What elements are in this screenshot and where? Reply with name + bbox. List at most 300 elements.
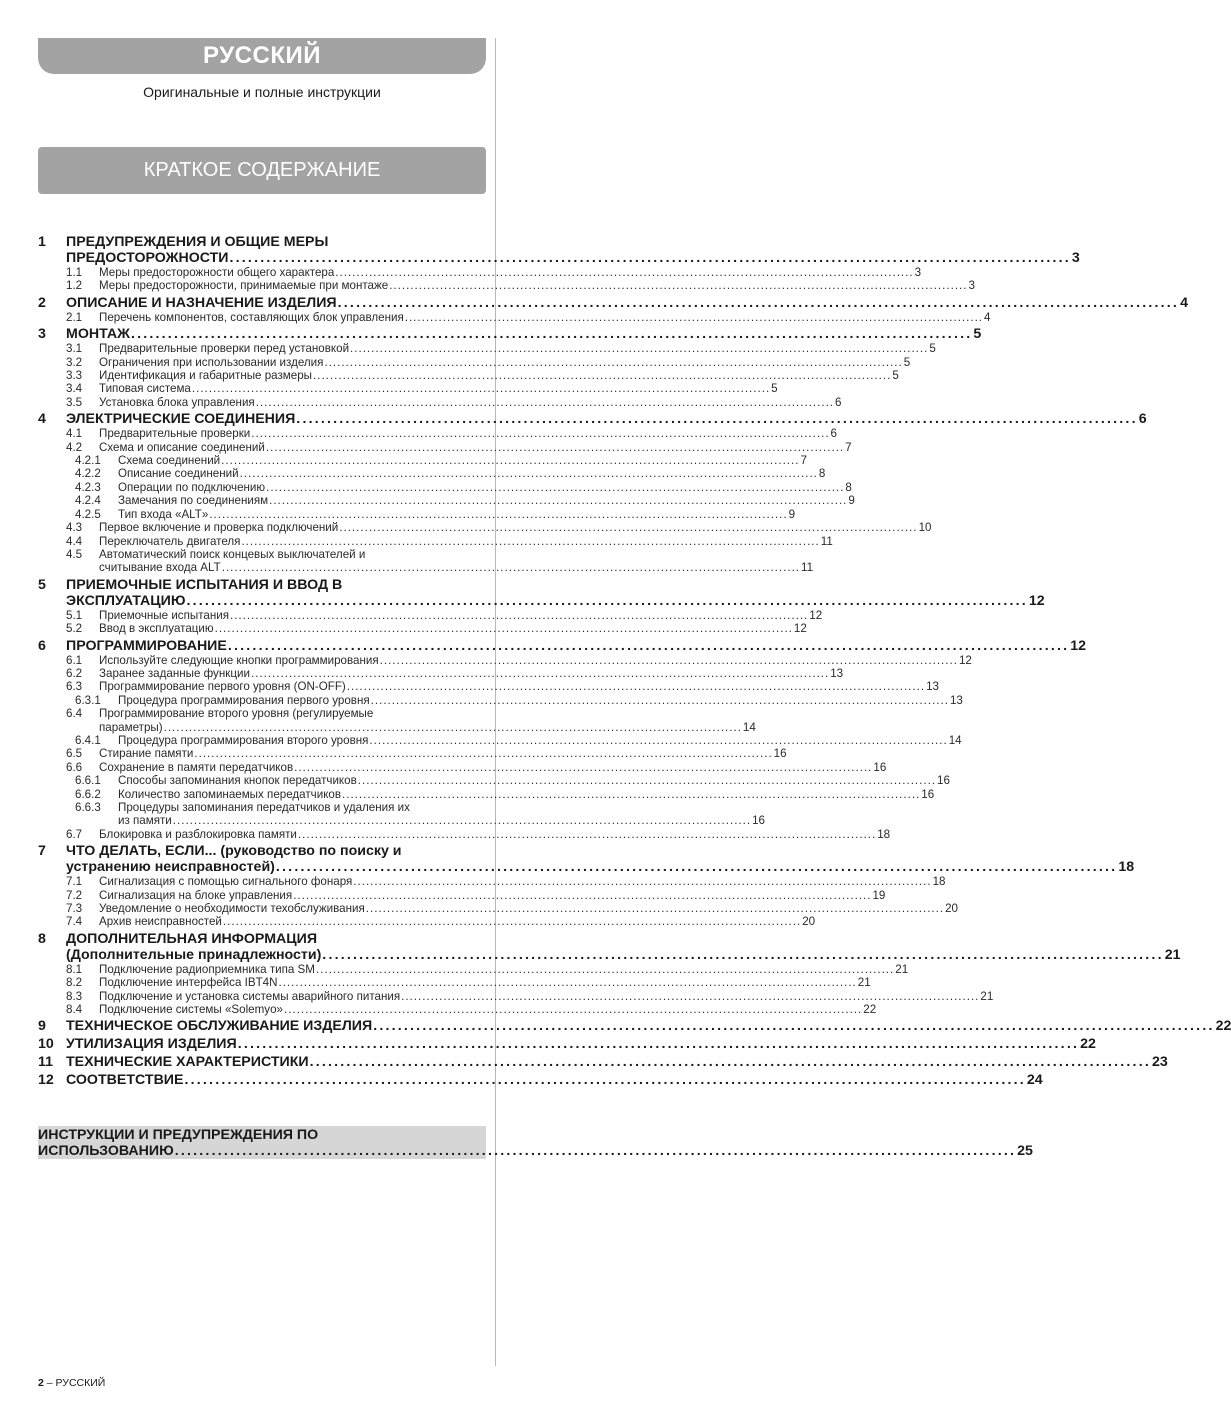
toc-page-number: 18 xyxy=(932,875,946,889)
toc-entry-line xyxy=(66,1018,1231,1035)
toc-entry-number: 4.2.4 xyxy=(75,494,101,508)
toc-page-number: 6 xyxy=(835,395,842,409)
toc-page-number: 8 xyxy=(845,480,852,494)
toc-section-entry[interactable] xyxy=(38,534,833,548)
toc-dot-leader: ......................................................................................................................................... xyxy=(339,521,918,535)
toc-section-entry[interactable] xyxy=(38,787,935,801)
toc-dot-leader: ......................................................................................................................................... xyxy=(229,250,1071,266)
toc-page-number: 19 xyxy=(872,888,886,902)
toc-entry-number: 7 xyxy=(38,843,46,860)
toc-entry-line xyxy=(99,521,932,535)
toc-page-number: 9 xyxy=(848,494,855,508)
toc-dot-leader: ......................................................................................................................................... xyxy=(239,467,818,481)
toc-entry-line xyxy=(99,760,887,774)
toc-entry-number: 7.4 xyxy=(66,915,83,929)
toc-chapter-entry[interactable] xyxy=(38,1036,1096,1053)
toc-chapter xyxy=(38,234,1080,293)
toc-entry-title: Схема соединений xyxy=(118,454,221,468)
toc-section-entry[interactable] xyxy=(38,440,852,454)
toc-entry-number: 4.2.3 xyxy=(75,480,101,494)
toc-section-entry[interactable] xyxy=(38,760,887,774)
toc-entry-number: 8.4 xyxy=(66,1003,83,1017)
toc-section-entry[interactable] xyxy=(38,369,899,383)
toc-page-number: 14 xyxy=(742,720,756,734)
toc-dot-leader: ......................................................................................................................................... xyxy=(221,454,800,468)
toc-page-number: 13 xyxy=(926,680,939,694)
toc-page-number: 21 xyxy=(980,989,994,1003)
toc-page-number: 21 xyxy=(895,962,909,976)
toc-page-number: 11 xyxy=(820,534,833,548)
toc-page-number: 5 xyxy=(973,326,982,343)
toc-entry-title: параметры) xyxy=(99,720,163,734)
toc-entry-title: Уведомление о необходимости техобслуживания xyxy=(99,902,365,916)
toc-page-number: 12 xyxy=(1028,592,1045,609)
toc-dot-leader: ......................................................................................................................................... xyxy=(313,369,892,383)
toc-page-number: 20 xyxy=(945,902,958,916)
toc-chapter-entry[interactable] xyxy=(38,234,1080,266)
toc-entry-number: 8 xyxy=(38,930,46,947)
toc-entry-number: 3.3 xyxy=(66,369,83,383)
toc-entry-line xyxy=(118,693,963,707)
toc-page-number: 22 xyxy=(1215,1018,1231,1035)
toc-entry-number: 7.2 xyxy=(66,888,83,902)
toc-dot-leader: ......................................................................................................................................... xyxy=(369,733,948,747)
toc-chapter xyxy=(38,843,1135,929)
toc-section-entry[interactable] xyxy=(38,382,778,396)
toc-dot-leader: ......................................................................................................................................... xyxy=(342,787,921,801)
toc-entry-title: Сигнализация с помощью сигнального фонаря xyxy=(99,875,353,889)
toc-entry-number: 4.3 xyxy=(66,521,83,535)
toc-entry-line xyxy=(99,902,958,916)
toc-page-number: 9 xyxy=(788,507,796,521)
toc-entry-title: МОНТАЖ xyxy=(66,326,130,343)
toc-entry-line xyxy=(99,355,911,369)
toc-entry-number: 4.1 xyxy=(66,427,83,441)
toc-section-entry[interactable] xyxy=(38,976,871,990)
toc-dot-leader: ......................................................................................................................................... xyxy=(237,1036,1080,1053)
toc-entry-number: 6.3 xyxy=(66,680,83,694)
toc-section-entry[interactable] xyxy=(38,666,844,680)
toc-section-entry[interactable] xyxy=(38,875,946,889)
toc-dot-leader: ......................................................................................................................................... xyxy=(404,310,984,324)
toc-entry-title: Установка блока управления xyxy=(99,395,255,409)
toc-entry-title: Предварительные проверки xyxy=(99,427,251,441)
toc-entry-number: 7.1 xyxy=(66,875,83,889)
toc-entry-title: Описание соединений xyxy=(118,467,239,481)
toc-section-entry[interactable] xyxy=(38,279,975,293)
toc-chapter xyxy=(38,294,1188,324)
toc-entry-title: Меры предосторожности общего характера xyxy=(99,266,335,279)
toc-section-entry[interactable] xyxy=(38,801,765,828)
toc-entry-line xyxy=(99,888,886,902)
toc-section-entry[interactable] xyxy=(38,494,855,508)
toc-dot-leader: ......................................................................................................................................... xyxy=(214,622,793,636)
toc-section-entry[interactable] xyxy=(38,915,816,929)
toc-chapter xyxy=(38,576,1045,636)
toc-entry-line xyxy=(99,875,946,889)
toc-entry-title: УТИЛИЗАЦИЯ ИЗДЕЛИЯ xyxy=(66,1036,237,1053)
toc-entry-number: 4.2.2 xyxy=(75,467,101,481)
user-instructions-section[interactable] xyxy=(38,1126,1033,1159)
toc-chapter-entry[interactable] xyxy=(38,411,1147,428)
toc-page-number: 3 xyxy=(914,266,922,279)
toc-page-number: 10 xyxy=(918,521,932,535)
toc-page-number: 12 xyxy=(793,622,807,636)
toc-entry-line xyxy=(66,411,1147,428)
toc-section-entry[interactable] xyxy=(38,266,922,279)
toc-dot-leader: ......................................................................................................................................... xyxy=(353,875,932,889)
toc-chapter-entry[interactable] xyxy=(38,576,1045,609)
toc-entry-title: Схема и описание соединений xyxy=(99,440,265,454)
language-header xyxy=(38,38,486,74)
toc-entry-number: 2 xyxy=(38,294,46,311)
toc-section-entry[interactable] xyxy=(38,733,962,747)
toc-section-entry[interactable] xyxy=(38,693,963,707)
subtitle: Оригинальные и полные инструкции xyxy=(143,84,381,100)
toc-entry-line xyxy=(99,608,823,622)
toc-dot-leader: ......................................................................................................................................... xyxy=(221,561,801,575)
toc-entry-line xyxy=(118,454,807,468)
toc-chapter-entry[interactable] xyxy=(38,1127,1033,1159)
summary-header xyxy=(38,147,486,194)
toc-entry-title: Программирование первого уровня (ON-OFF) xyxy=(99,680,346,694)
toc-entry-number: 12 xyxy=(38,1072,54,1089)
toc-section-entry[interactable] xyxy=(38,962,909,976)
toc-section-entry[interactable] xyxy=(38,707,756,734)
toc-entry-number: 4.5 xyxy=(66,547,83,561)
toc-entry-number: 3 xyxy=(38,326,46,343)
toc-entry-title: Процедура программирования первого уровня xyxy=(118,693,370,707)
toc-page-number: 21 xyxy=(1164,946,1181,963)
toc-entry-title: ТЕХНИЧЕСКИЕ ХАРАКТЕРИСТИКИ xyxy=(66,1054,309,1071)
toc-entry-number: 10 xyxy=(38,1036,54,1053)
toc-entry-title: Сигнализация на блоке управления xyxy=(99,888,293,902)
toc-entry-number: 6.5 xyxy=(66,747,83,761)
toc-entry-title: Сохранение в памяти передатчиков xyxy=(99,760,294,774)
toc-entry-line xyxy=(99,427,837,441)
toc-chapter-entry[interactable] xyxy=(38,294,1188,311)
toc-dot-leader: ......................................................................................................................................... xyxy=(163,720,742,734)
toc-entry-title: Стирание памяти xyxy=(99,747,194,761)
toc-entry-number: 2.1 xyxy=(66,310,83,324)
toc-dot-leader: ......................................................................................................................................... xyxy=(172,814,752,828)
toc-page-number: 4 xyxy=(1180,294,1188,311)
toc-section-entry[interactable] xyxy=(38,342,936,356)
toc-section-entry[interactable] xyxy=(38,888,886,902)
toc-page-number: 5 xyxy=(929,342,936,356)
toc-chapter xyxy=(38,326,982,409)
toc-entry-line xyxy=(66,592,1045,609)
toc-section-entry[interactable] xyxy=(38,747,787,761)
toc-dot-leader: ......................................................................................................................................... xyxy=(241,534,820,548)
toc-entry-title: ЭКСПЛУАТАЦИЮ xyxy=(66,592,186,609)
toc-entry-line xyxy=(99,653,972,667)
toc-section-entry[interactable] xyxy=(38,480,852,494)
toc-entry-line xyxy=(99,827,891,841)
toc-entry-title-line: ПРЕДУПРЕЖДЕНИЯ И ОБЩИЕ МЕРЫ xyxy=(66,234,329,250)
toc-dot-leader: ......................................................................................................................................... xyxy=(184,1072,1026,1089)
toc-dot-leader: ......................................................................................................................................... xyxy=(297,827,877,841)
toc-entry-number: 4.4 xyxy=(66,534,83,548)
toc-entry-title: Операции по подключению xyxy=(118,480,266,494)
toc-entry-title: ЭЛЕКТРИЧЕСКИЕ СОЕДИНЕНИЯ xyxy=(66,411,296,428)
toc-page-number: 6 xyxy=(830,427,837,441)
toc-section-entry[interactable] xyxy=(38,521,932,535)
toc-entry-number: 8.2 xyxy=(66,976,83,990)
toc-entry-number: 6.7 xyxy=(66,827,83,841)
toc-entry-number: 5.2 xyxy=(66,622,83,636)
toc-entry-line xyxy=(99,382,778,396)
toc-entry-title-line: Программирование второго уровня (регулируемые xyxy=(99,707,374,721)
toc-page-number: 13 xyxy=(830,666,844,680)
toc-entry-title: Подключение системы «Solemyo» xyxy=(99,1003,283,1017)
toc-entry-line xyxy=(118,774,950,788)
toc-entry-title: устранению неисправностей) xyxy=(66,859,275,876)
toc-page-number: 4 xyxy=(984,310,991,324)
footer-language: РУССКИЙ xyxy=(55,1377,106,1389)
toc-entry-line xyxy=(99,369,899,383)
toc-section-entry[interactable] xyxy=(38,902,958,916)
toc-section-entry[interactable] xyxy=(38,547,814,575)
toc-entry-title: Первое включение и проверка подключений xyxy=(99,521,339,535)
toc-entry-number: 8.3 xyxy=(66,989,83,1003)
toc-page-number: 18 xyxy=(877,827,891,841)
summary-title: КРАТКОЕ СОДЕРЖАНИЕ xyxy=(143,159,381,181)
toc-page-number: 3 xyxy=(1071,250,1080,266)
toc-entry-number: 1.1 xyxy=(66,266,83,279)
toc-dot-leader: ......................................................................................................................................... xyxy=(322,946,1164,963)
toc-page-number: 12 xyxy=(809,608,823,622)
toc-section-entry[interactable] xyxy=(38,507,796,521)
toc-entry-line xyxy=(118,814,765,828)
toc-entry-line xyxy=(66,1072,1043,1089)
toc-entry-line xyxy=(99,1003,877,1017)
toc-entry-line xyxy=(66,946,1181,963)
toc-page-number: 16 xyxy=(752,814,765,828)
toc-entry-title: Переключатель двигателя xyxy=(99,534,241,548)
toc-dot-leader: ......................................................................................................................................... xyxy=(194,747,773,761)
toc-entry-line xyxy=(118,787,935,801)
toc-entry-number: 4.2 xyxy=(66,440,83,454)
toc-entry-line xyxy=(99,440,852,454)
toc-entry-line xyxy=(118,480,852,494)
toc-entry-line xyxy=(118,467,826,481)
toc-section-entry[interactable] xyxy=(38,774,950,788)
toc-entry-title: ТЕХНИЧЕСКОЕ ОБСЛУЖИВАНИЕ ИЗДЕЛИЯ xyxy=(66,1018,373,1035)
toc-page-number: 13 xyxy=(949,693,963,707)
toc-entry-number: 4.2.5 xyxy=(75,507,101,521)
toc-dot-leader: ......................................................................................................................................... xyxy=(275,859,1118,876)
toc-page-number: 7 xyxy=(845,440,852,454)
toc-entry-line xyxy=(99,666,844,680)
toc-entry-title: ОПИСАНИЕ И НАЗНАЧЕНИЕ ИЗДЕЛИЯ xyxy=(66,294,337,311)
toc-entry-number: 3.1 xyxy=(66,342,83,356)
toc-page-number: 12 xyxy=(958,653,972,667)
toc-entry-title: Меры предосторожности, принимаемые при монтаже xyxy=(99,279,389,293)
toc-entry-line xyxy=(66,250,1080,266)
toc-section-entry[interactable] xyxy=(38,427,837,441)
toc-entry-line xyxy=(99,342,936,356)
toc-page-number: 16 xyxy=(773,747,787,761)
toc-page-number: 5 xyxy=(892,369,899,383)
toc-dot-leader: ......................................................................................................................................... xyxy=(283,1003,863,1017)
toc-dot-leader: ......................................................................................................................................... xyxy=(379,653,958,667)
toc-entry-line xyxy=(99,534,833,548)
toc-entry-number: 6.3.1 xyxy=(75,693,101,707)
toc-page-number: 23 xyxy=(1151,1054,1168,1071)
toc-entry-title: Типовая система xyxy=(99,382,191,396)
toc-entry-line xyxy=(66,1036,1096,1053)
toc-entry-title: Используйте следующие кнопки программирования xyxy=(99,653,379,667)
toc-entry-number: 6.6.2 xyxy=(75,787,101,801)
toc-chapter xyxy=(38,637,1087,842)
toc-section-entry[interactable] xyxy=(38,608,823,622)
toc-entry-number: 6.6 xyxy=(66,760,83,774)
toc-dot-leader: ......................................................................................................................................... xyxy=(335,266,914,279)
toc-entry-number: 6.6.3 xyxy=(75,801,101,814)
toc-entry-number: 3.5 xyxy=(66,395,83,409)
toc-chapter-entry[interactable] xyxy=(38,1072,1043,1089)
toc-chapter-entry[interactable] xyxy=(38,1018,1231,1035)
toc-entry-title: Подключение радиоприемника типа SM xyxy=(99,962,315,976)
toc-entry-line xyxy=(99,989,994,1003)
toc-entry-number: 1 xyxy=(38,234,46,250)
toc-entry-title: Замечания по соединениям xyxy=(118,494,269,508)
toc-dot-leader: ......................................................................................................................................... xyxy=(255,395,835,409)
toc-dot-leader: ......................................................................................................................................... xyxy=(130,326,973,343)
toc-chapter-entry[interactable] xyxy=(38,637,1087,654)
toc-entry-line xyxy=(99,976,871,990)
toc-dot-leader: ......................................................................................................................................... xyxy=(250,666,830,680)
toc-entry-title: Тип входа «ALT» xyxy=(118,507,209,521)
toc-entry-title: (Дополнительные принадлежности) xyxy=(66,946,322,963)
toc-page-number: 14 xyxy=(948,733,962,747)
toc-chapter xyxy=(38,1018,1231,1035)
toc-entry-line xyxy=(99,310,991,324)
toc-chapter-entry[interactable] xyxy=(38,1054,1168,1071)
toc-entry-number: 6.6.1 xyxy=(75,774,101,788)
toc-entry-title: считывание входа ALT xyxy=(99,561,221,575)
toc-entry-line xyxy=(118,507,796,521)
toc-section-entry[interactable] xyxy=(38,653,972,667)
toc-chapter xyxy=(38,1072,1043,1089)
toc-entry-line xyxy=(99,747,787,761)
toc-entry-title: Процедура программирования второго уровня xyxy=(118,733,369,747)
toc-entry-line xyxy=(118,494,855,508)
toc-chapter-entry[interactable] xyxy=(38,930,1181,963)
toc-entry-line xyxy=(99,622,807,636)
footer-separator: – xyxy=(43,1377,56,1389)
toc-entry-line xyxy=(99,266,922,279)
toc-section-entry[interactable] xyxy=(38,395,842,409)
toc-dot-leader: ......................................................................................................................................... xyxy=(209,507,788,521)
toc-section-entry[interactable] xyxy=(38,467,826,481)
toc-section-entry[interactable] xyxy=(38,355,911,369)
toc-dot-leader: ......................................................................................................................................... xyxy=(350,342,929,356)
toc-page-number: 20 xyxy=(802,915,816,929)
toc-page-number: 22 xyxy=(1080,1036,1096,1053)
toc-dot-leader: ......................................................................................................................................... xyxy=(337,294,1180,311)
toc-page-number: 8 xyxy=(818,467,826,481)
toc-entry-title-line: ДОПОЛНИТЕЛЬНАЯ ИНФОРМАЦИЯ xyxy=(66,930,318,947)
toc-entry-line xyxy=(99,962,909,976)
toc-page-number: 11 xyxy=(801,561,814,575)
toc-dot-leader: ......................................................................................................................................... xyxy=(365,902,945,916)
toc-dot-leader: ......................................................................................................................................... xyxy=(227,637,1070,654)
toc-section-entry[interactable] xyxy=(38,622,807,636)
toc-entry-title: Предварительные проверки перед установкой xyxy=(99,342,350,356)
toc-chapter-entry[interactable] xyxy=(38,843,1135,876)
toc-entry-line xyxy=(99,915,816,929)
toc-entry-title: Подключение и установка системы аварийного питания xyxy=(99,989,401,1003)
table-of-contents xyxy=(38,234,1231,1090)
toc-entry-line xyxy=(99,680,939,694)
toc-page-number: 6 xyxy=(1138,411,1147,428)
toc-section-entry[interactable] xyxy=(38,989,994,1003)
language-title: РУССКИЙ xyxy=(203,42,321,69)
toc-section-entry[interactable] xyxy=(38,454,807,468)
toc-section-entry[interactable] xyxy=(38,1003,877,1017)
toc-page-number: 21 xyxy=(857,976,871,990)
toc-entry-number: 6.1 xyxy=(66,653,83,667)
toc-entry-number: 5.1 xyxy=(66,608,83,622)
toc-chapter xyxy=(38,411,1147,575)
toc-page-number: 16 xyxy=(937,774,950,788)
toc-chapter xyxy=(38,1054,1168,1071)
toc-entry-title-line: Автоматический поиск концевых выключателей и xyxy=(99,547,366,561)
toc-dot-leader: ......................................................................................................................................... xyxy=(309,1054,1151,1071)
toc-dot-leader: ......................................................................................................................................... xyxy=(251,427,830,441)
toc-section-entry[interactable] xyxy=(38,827,891,841)
toc-chapter-entry[interactable] xyxy=(38,326,982,343)
toc-dot-leader: ......................................................................................................................................... xyxy=(293,888,872,902)
toc-page-number: 16 xyxy=(873,760,887,774)
toc-entry-line xyxy=(66,326,982,343)
toc-dot-leader: ......................................................................................................................................... xyxy=(346,680,926,694)
toc-dot-leader: ......................................................................................................................................... xyxy=(265,440,845,454)
toc-dot-leader: ......................................................................................................................................... xyxy=(294,760,873,774)
toc-page-number: 22 xyxy=(863,1003,877,1017)
toc-entry-number: 3.4 xyxy=(66,382,83,396)
toc-section-entry[interactable] xyxy=(38,680,939,694)
toc-entry-title: Перечень компонентов, составляющих блок управления xyxy=(99,310,404,324)
toc-chapter xyxy=(38,1036,1096,1053)
toc-entry-line xyxy=(66,1054,1168,1071)
toc-dot-leader: ......................................................................................................................................... xyxy=(269,494,848,508)
toc-entry-title: из памяти xyxy=(118,814,172,828)
toc-page-number: 25 xyxy=(1017,1143,1033,1159)
toc-entry-line xyxy=(99,561,814,575)
toc-entry-title: Ввод в эксплуатацию xyxy=(99,622,214,636)
toc-entry-title-line: Процедуры запоминания передатчиков и удаления их xyxy=(118,801,410,814)
toc-entry-line xyxy=(66,637,1087,654)
toc-section-entry[interactable] xyxy=(38,310,991,324)
toc-entry-number: 8.1 xyxy=(66,962,83,976)
toc-entry-line xyxy=(99,279,975,293)
toc-page-number: 16 xyxy=(921,787,935,801)
toc-dot-leader: ......................................................................................................................................... xyxy=(315,962,895,976)
toc-entry-number: 1.2 xyxy=(66,279,83,293)
toc-entry-title: Архив неисправностей xyxy=(99,915,222,929)
toc-entry-title: Количество запоминаемых передатчиков xyxy=(118,787,341,801)
toc-dot-leader: ......................................................................................................................................... xyxy=(229,608,809,622)
toc-entry-number: 4.2.1 xyxy=(75,454,101,468)
toc-entry-number: 6.4 xyxy=(66,707,83,721)
toc-entry-title: ПРОГРАММИРОВАНИЕ xyxy=(66,637,227,654)
toc-entry-number: 3.2 xyxy=(66,355,83,369)
toc-entry-line xyxy=(99,395,842,409)
toc-entry-number: 11 xyxy=(38,1054,53,1071)
